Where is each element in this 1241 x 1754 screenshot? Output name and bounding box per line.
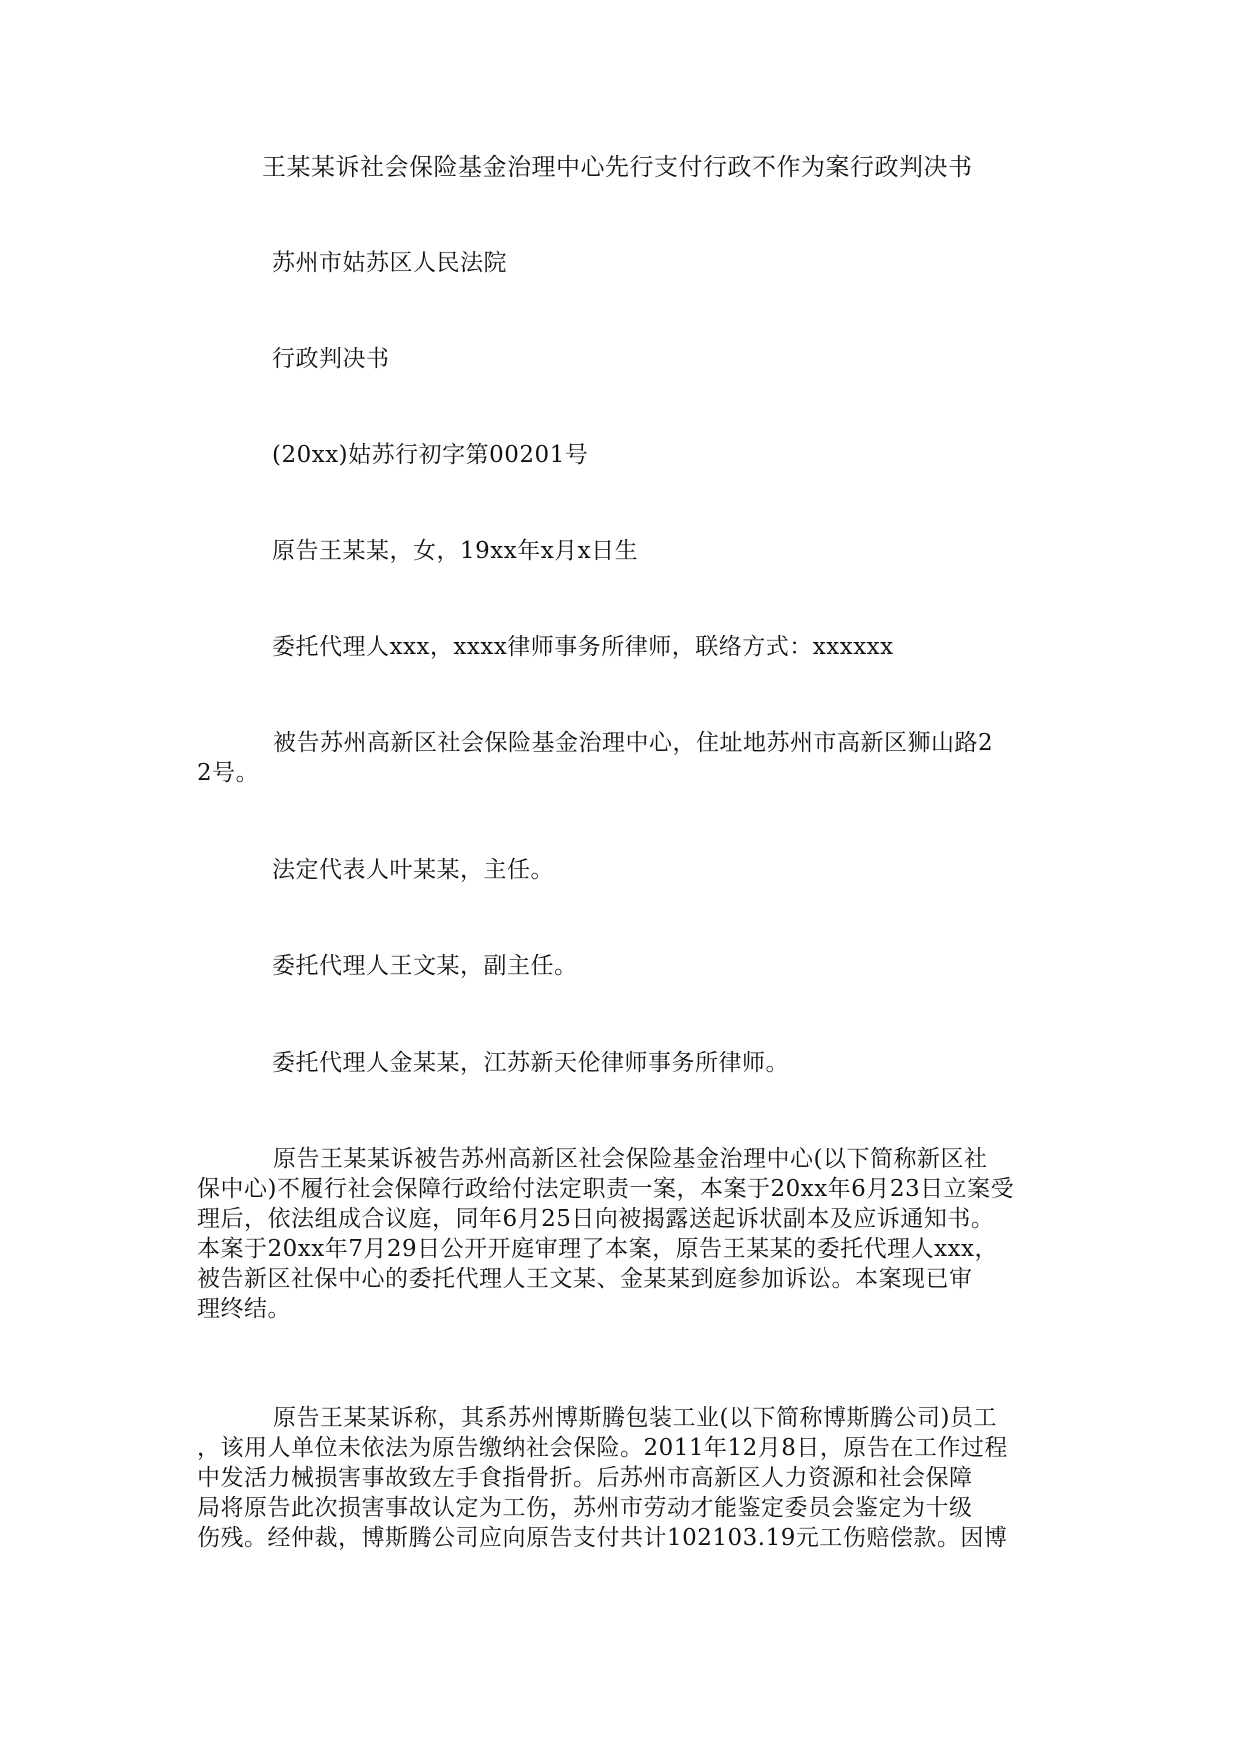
document-type: 行政判决书	[272, 346, 390, 372]
paragraph-line: 本案于20xx年7月29日公开开庭审理了本案，原告王某某的委托代理人xxx，	[197, 1236, 999, 1262]
document-title: 王某某诉社会保险基金治理中心先行支付行政不作为案行政判决书	[262, 153, 973, 181]
paragraph-line: 理后，依法组成合议庭，同年6月25日向被揭露送起诉状副本及应诉通知书。	[197, 1206, 995, 1232]
plaintiff-info: 原告王某某，女，19xx年x月x日生	[272, 538, 639, 564]
paragraph-line: 局将原告此次损害事故认定为工伤，苏州市劳动才能鉴定委员会鉴定为十级	[197, 1495, 973, 1521]
defendant-line: 2号。	[197, 760, 260, 786]
paragraph-line: 伤残。经仲裁，博斯腾公司应向原告支付共计102103.19元工伤赔偿款。因博	[197, 1525, 1008, 1551]
paragraph-line: 被告新区社保中心的委托代理人王文某、金某某到庭参加诉讼。本案现已审	[197, 1266, 973, 1292]
court-name: 苏州市姑苏区人民法院	[272, 250, 507, 276]
paragraph-line: 理终结。	[197, 1296, 291, 1322]
paragraph-line: 中发活力械损害事故致左手食指骨折。后苏州市高新区人力资源和社会保障	[197, 1465, 973, 1491]
defendant-line: 被告苏州高新区社会保险基金治理中心，住址地苏州市高新区狮山路2	[273, 730, 994, 756]
plaintiff-agent: 委托代理人xxx，xxxx律师事务所律师，联络方式：xxxxxx	[272, 634, 894, 660]
legal-representative: 法定代表人叶某某，主任。	[272, 857, 554, 883]
paragraph-line: 原告王某某诉称，其系苏州博斯腾包装工业(以下简称博斯腾公司)员工	[273, 1405, 997, 1431]
paragraph-line: 原告王某某诉被告苏州高新区社会保险基金治理中心(以下简称新区社	[273, 1146, 988, 1172]
defendant-agent-2: 委托代理人金某某，江苏新天伦律师事务所律师。	[272, 1050, 789, 1076]
defendant-agent-1: 委托代理人王文某，副主任。	[272, 953, 578, 979]
paragraph-plaintiff-claims	[197, 1403, 1047, 1553]
case-number: (20xx)姑苏行初字第00201号	[272, 442, 589, 468]
paragraph-case-summary	[197, 1144, 1047, 1324]
paragraph-line: 保中心)不履行社会保障行政给付法定职责一案，本案于20xx年6月23日立案受	[197, 1176, 1015, 1202]
paragraph-line: ，该用人单位未依法为原告缴纳社会保险。2011年12月8日，原告在工作过程	[197, 1435, 1008, 1461]
defendant-info	[197, 728, 1047, 788]
